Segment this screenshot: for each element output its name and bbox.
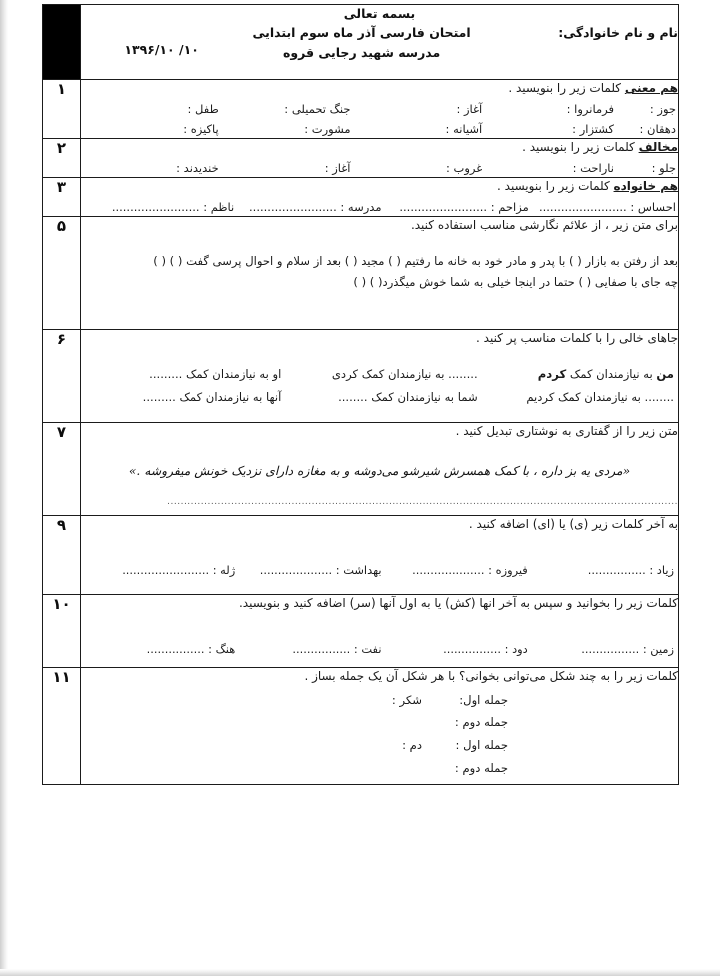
word-item: جنگ تحمیلی :: [284, 102, 351, 117]
question-9-cell: [81, 516, 679, 595]
question-10-cell: [81, 595, 679, 668]
sentence-label: جمله دوم :: [454, 715, 508, 730]
question-2-prompt-rest: کلمات زیر را بنویسید .: [522, 140, 635, 154]
question-7-number: ۷: [43, 423, 81, 516]
question-11-prompt: کلمات زیر را به چند شکل می‌توانی بخوانی؟ با هر شکل آن یک جمله بساز .: [304, 669, 678, 684]
question-5-cell: [81, 217, 679, 330]
blank-item[interactable]: دود : ................: [443, 641, 528, 656]
blank-item[interactable]: نفت : ................: [292, 641, 382, 656]
question-6-grid: [81, 366, 678, 407]
school-name: مدرسه شهید رجایی قروه: [282, 45, 441, 60]
question-6-number: ۶: [43, 330, 81, 423]
question-9-number: ۹: [43, 516, 81, 595]
question-5-prompt: برای متن زیر ، از علائم نگارشی مناسب استفاده کنید.: [410, 218, 678, 233]
sentence-label: جمله اول:: [459, 692, 508, 707]
target-word: شکر :: [391, 692, 422, 707]
question-3-prompt-rest: کلمات زیر را بنویسید .: [497, 179, 610, 194]
question-2-cell: [81, 139, 679, 178]
paragraph-line: چه جای با صفایی ( ) حتما در اینجا خیلی به شما خوش میگذرد( ) ( ): [353, 274, 678, 289]
table-row-q9: [43, 516, 679, 595]
word-item: پاکیزه :: [183, 122, 219, 137]
question-11-body: [81, 692, 678, 777]
paragraph-line: بعد از رفتن به بازار ( ) با پدر و مادر خود به خانه ما رفتیم ( ) مجید ( ) بعد از سلام و احوال پرسی گفت ( ) ( ): [153, 253, 678, 268]
fill-line-2: [81, 389, 678, 406]
exam-title: امتحان فارسی آذر ماه سوم ابتدایی: [252, 25, 471, 40]
table-row-q6: [43, 330, 679, 423]
table-row-header: [43, 5, 679, 80]
question-2-prompt: [81, 139, 678, 156]
word-item: فرمانروا :: [566, 102, 614, 117]
question-3-cell: [81, 178, 679, 217]
question-11-pair-1-line-1: [81, 692, 678, 709]
question-10-blanks: [81, 641, 678, 658]
table-row-q11: [43, 668, 679, 785]
header-number-cell: [43, 5, 81, 80]
word-item: ناراحت :: [572, 161, 614, 176]
word-item: جلو :: [651, 161, 676, 176]
table-row-q5: [43, 217, 679, 330]
question-1-cell: [81, 80, 679, 139]
question-1-prompt: [81, 80, 678, 97]
word-item: احساس : ........................: [538, 200, 676, 215]
fill-item: آنها به نیازمندان کمک .........: [142, 390, 282, 405]
word-item: آغاز :: [324, 161, 351, 176]
question-1-prompt-rest: کلمات زیر را بنویسید .: [508, 81, 622, 95]
question-11-number: ۱۱: [43, 668, 81, 785]
question-11-pair-1-line-2: [81, 714, 678, 731]
word-item: آشیانه :: [445, 122, 483, 137]
question-1-words-line-2: [81, 121, 678, 138]
question-9-prompt: به آخر کلمات زیر (ی) یا (ای) اضافه کنید .: [468, 517, 678, 532]
question-11-pair-2-line-1: [81, 737, 678, 754]
question-7-answer-line[interactable]: ........................................................................................................................................................: [167, 497, 678, 508]
fill-line-1: [81, 366, 678, 383]
question-3-keyword: هم خانواده: [613, 179, 678, 194]
question-6-cell: [81, 330, 679, 423]
blank-item[interactable]: ژله : ........................: [122, 562, 236, 577]
question-2-number: ۲: [43, 139, 81, 178]
table-row-q2: [43, 139, 679, 178]
word-item: مشورت :: [304, 122, 351, 137]
question-7-cell: [81, 423, 679, 516]
fill-item: من به نیازمندان کمک کردم: [537, 366, 674, 381]
exam-table: [42, 4, 679, 785]
question-7-prompt: متن زیر را از گفتاری به نوشتاری تبدیل کنید .: [455, 424, 678, 439]
question-5-paragraph: [81, 251, 678, 294]
word-item: دهقان :: [639, 122, 676, 137]
word-item: خندیدند :: [176, 161, 219, 176]
question-3-words-line-1: [81, 199, 678, 216]
fill-item: ........ به نیازمندان کمک کردی: [331, 366, 478, 381]
question-1-keyword: هم معنی: [624, 81, 678, 95]
question-2-words-line-1: [81, 160, 678, 177]
question-6-prompt: جاهای خالی را با کلمات مناسب پر کنید .: [476, 331, 678, 346]
word-item: کشتزار :: [572, 122, 614, 137]
student-name-label: نام و نام خانوادگی:: [558, 25, 678, 40]
blank-item[interactable]: زیاد : ................: [587, 562, 674, 577]
fill-item: شما به نیازمندان کمک ........: [338, 390, 478, 405]
target-word: دم :: [402, 738, 422, 753]
bismillah-text: بسمه تعالی: [343, 6, 416, 21]
question-1-number: ۱: [43, 80, 81, 139]
question-1-words-line-1: [81, 101, 678, 118]
question-7-quote: «مردی یه بز داره ، با کمک همسرش شیرشو می‌دوشه و به مغازه دارای نزدیک خونش میفروشه .»: [128, 463, 631, 478]
table-row-q7: [43, 423, 679, 516]
sentence-label: جمله اول :: [455, 738, 508, 753]
sentence-label: جمله دوم :: [454, 760, 508, 775]
table-row-q1: [43, 80, 679, 139]
blank-item[interactable]: فیروزه : ....................: [412, 562, 528, 577]
word-item: ناظم : ........................: [111, 200, 235, 215]
exam-date: ۱۳۹۶/۱۰ /۱۰: [124, 42, 199, 57]
question-10-prompt: کلمات زیر را بخوانید و سپس به آخر انها (کش) یا به اول آنها (سر) اضافه کنید و بنویسید.: [238, 596, 678, 611]
table-row-q10: [43, 595, 679, 668]
question-11-cell: [81, 668, 679, 785]
question-11-pair-2-line-2: [81, 760, 678, 777]
question-3-prompt: [81, 178, 678, 195]
blank-item[interactable]: هنگ : ................: [146, 641, 236, 656]
table-row-q3: [43, 178, 679, 217]
word-item: غروب :: [445, 161, 483, 176]
word-item: جوز :: [649, 102, 676, 117]
fill-item: ........ به نیازمندان کمک کردیم: [526, 390, 674, 405]
fill-item: او به نیازمندان کمک .........: [149, 366, 282, 381]
word-item: مزاحم : ........................: [399, 200, 529, 215]
blank-item[interactable]: بهداشت : ....................: [259, 562, 382, 577]
question-3-number: ۳: [43, 178, 81, 217]
exam-header-cell: [81, 5, 679, 80]
question-2-keyword: مخالف: [638, 140, 678, 154]
word-item: مدرسه : ........................: [249, 200, 382, 215]
blank-item[interactable]: زمین : ................: [581, 641, 674, 656]
question-9-blanks: [81, 562, 678, 579]
question-10-number: ۱۰: [43, 595, 81, 668]
question-5-number: ۵: [43, 217, 81, 330]
word-item: طفل :: [187, 102, 219, 117]
word-item: آغاز :: [456, 102, 483, 117]
